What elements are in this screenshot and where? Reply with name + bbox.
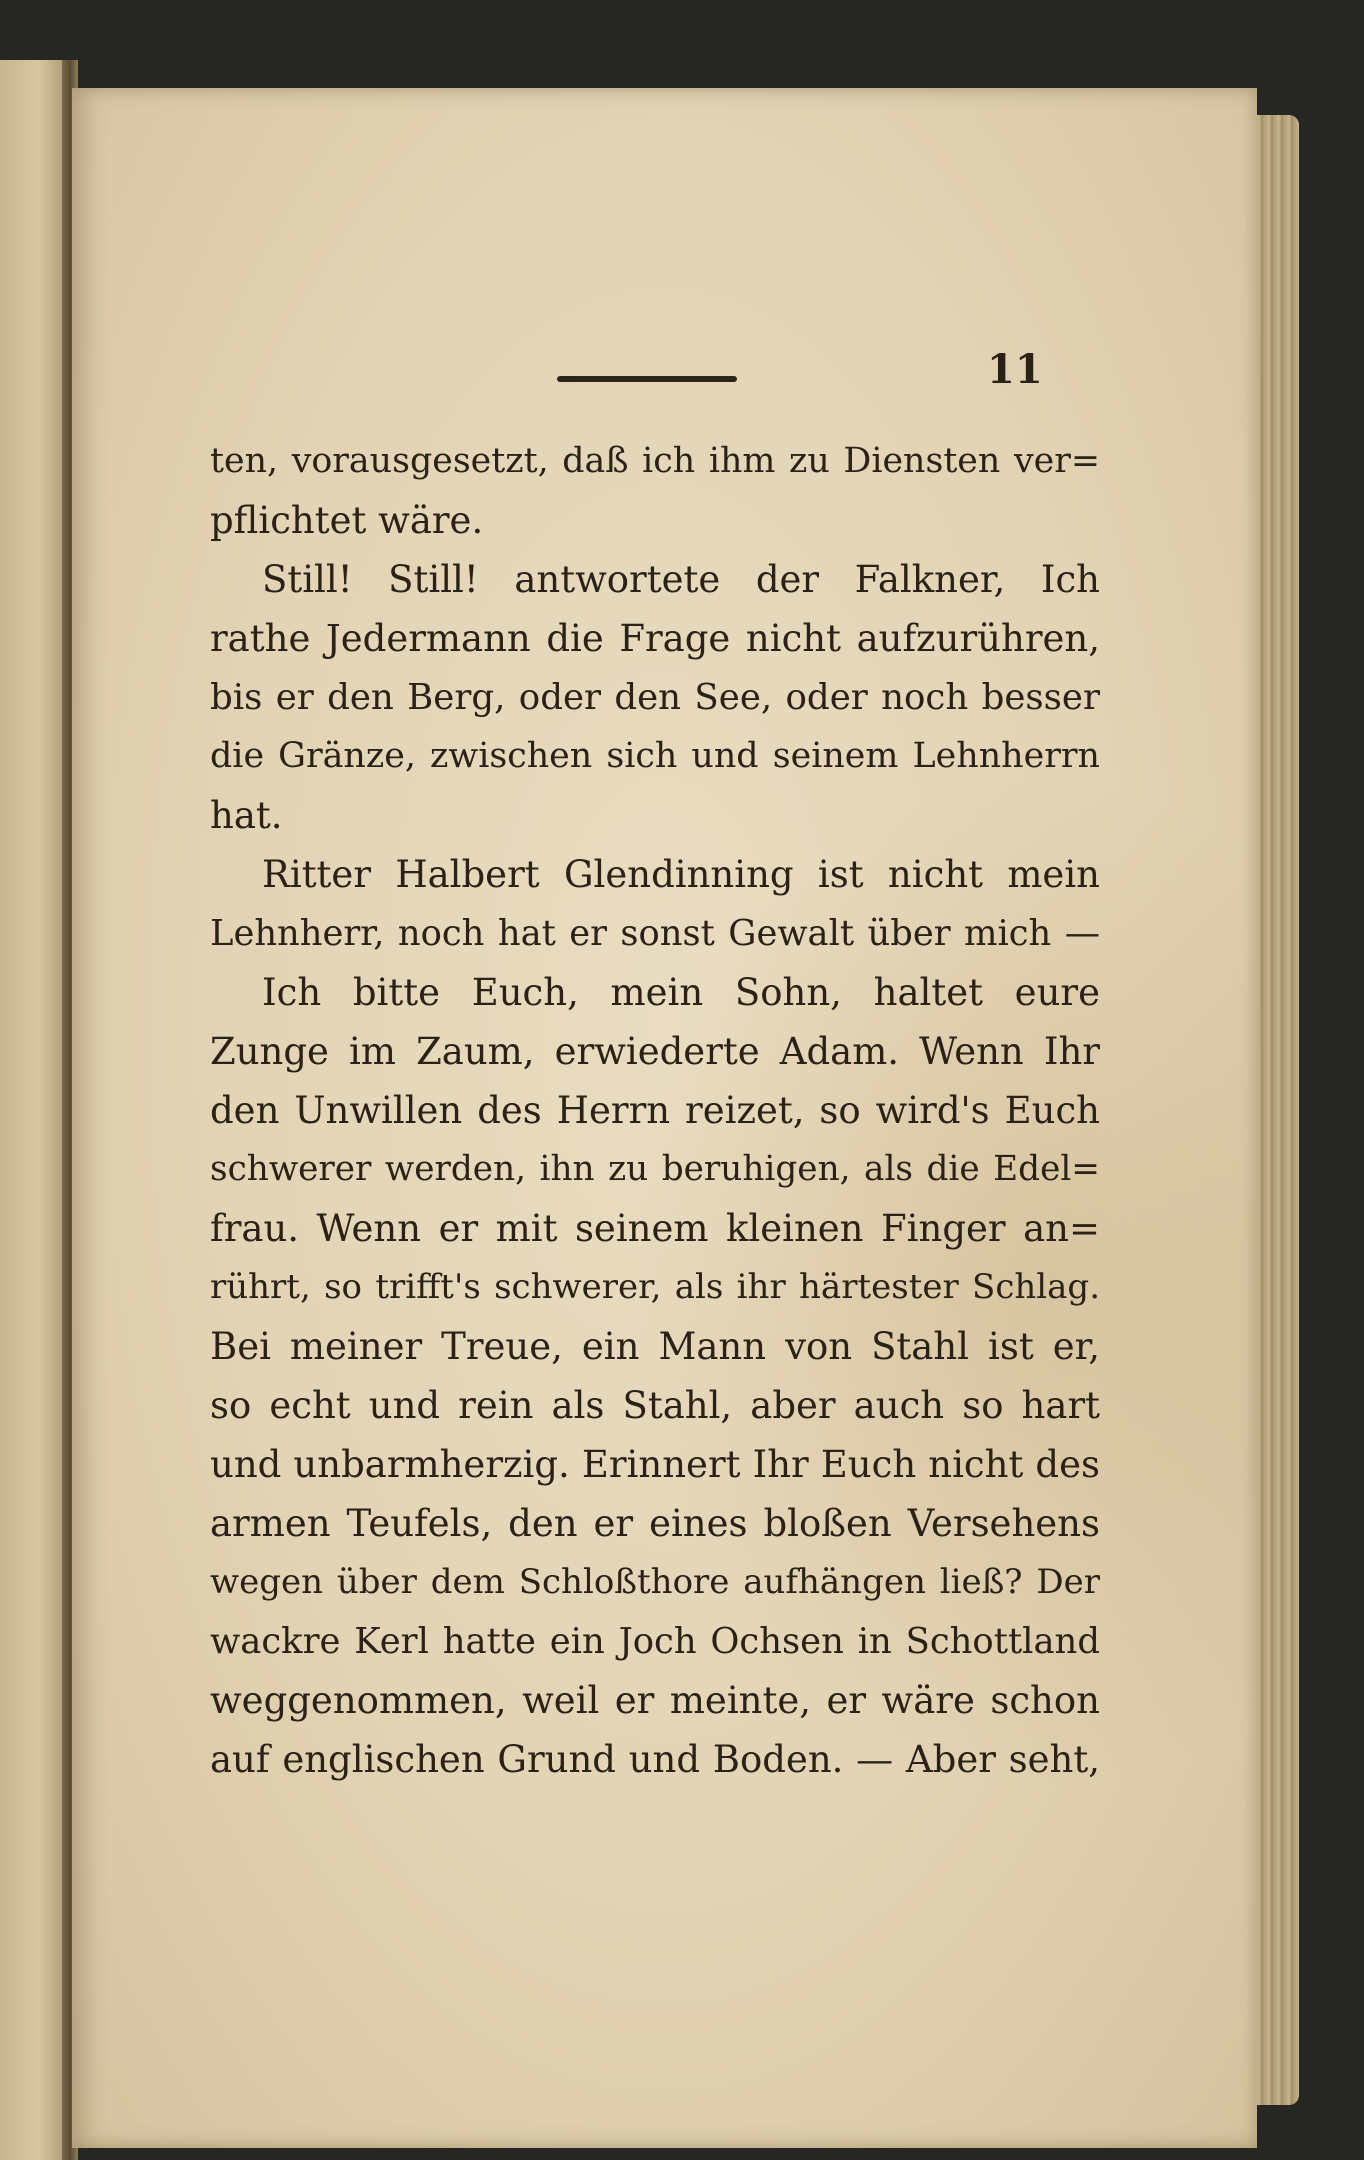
- text-line: die Gränze, zwischen sich und seinem Lehnherrn: [210, 736, 1100, 776]
- text-line: wegen über dem Schloßthore aufhängen ließ? Der: [210, 1562, 1100, 1602]
- left-page-edge: [0, 60, 70, 2160]
- text-line: Bei meiner Treue, ein Mann von Stahl ist er,: [210, 1325, 1100, 1368]
- text-line: Lehnherr, noch hat er sonst Gewalt über mich —: [210, 913, 1100, 954]
- text-line: ten, vorausgesetzt, daß ich ihm zu Diensten ver=: [210, 441, 1100, 481]
- text-line: Ritter Halbert Glendinning ist nicht mein: [262, 853, 1100, 896]
- text-line: wackre Kerl hatte ein Joch Ochsen in Schottland: [210, 1621, 1100, 1662]
- text-line: Zunge im Zaum, erwiederte Adam. Wenn Ihr: [210, 1030, 1100, 1073]
- text-line: Still! Still! antwortete der Falkner, Ich: [262, 558, 1100, 601]
- text-line: weggenommen, weil er meinte, er wäre schon: [210, 1679, 1100, 1722]
- text-line: frau. Wenn er mit seinem kleinen Finger an=: [210, 1207, 1100, 1250]
- text-line: hat.: [210, 794, 283, 837]
- text-line: den Unwillen des Herrn reizet, so wird's Euch: [210, 1089, 1100, 1132]
- text-line: so echt und rein als Stahl, aber auch so hart: [210, 1384, 1100, 1427]
- text-line: pflichtet wäre.: [210, 499, 484, 542]
- text-line: schwerer werden, ihn zu beruhigen, als die Edel=: [210, 1149, 1100, 1189]
- text-line: bis er den Berg, oder den See, oder noch besser: [210, 677, 1100, 718]
- text-line: rathe Jedermann die Frage nicht aufzurühren,: [210, 617, 1100, 660]
- page-number: 11: [987, 346, 1043, 393]
- text-line: auf englischen Grund und Boden. — Aber seht,: [210, 1738, 1100, 1781]
- header-rule: [557, 376, 737, 382]
- body-text: [210, 432, 1100, 1789]
- text-line: rührt, so trifft's schwerer, als ihr härtester Schlag.: [210, 1267, 1100, 1307]
- text-line: armen Teufels, den er eines bloßen Versehens: [210, 1502, 1100, 1545]
- text-line: Ich bitte Euch, mein Sohn, haltet eure: [262, 971, 1100, 1014]
- book-page: [72, 88, 1257, 2148]
- text-line: und unbarmherzig. Erinnert Ihr Euch nicht des: [210, 1443, 1100, 1486]
